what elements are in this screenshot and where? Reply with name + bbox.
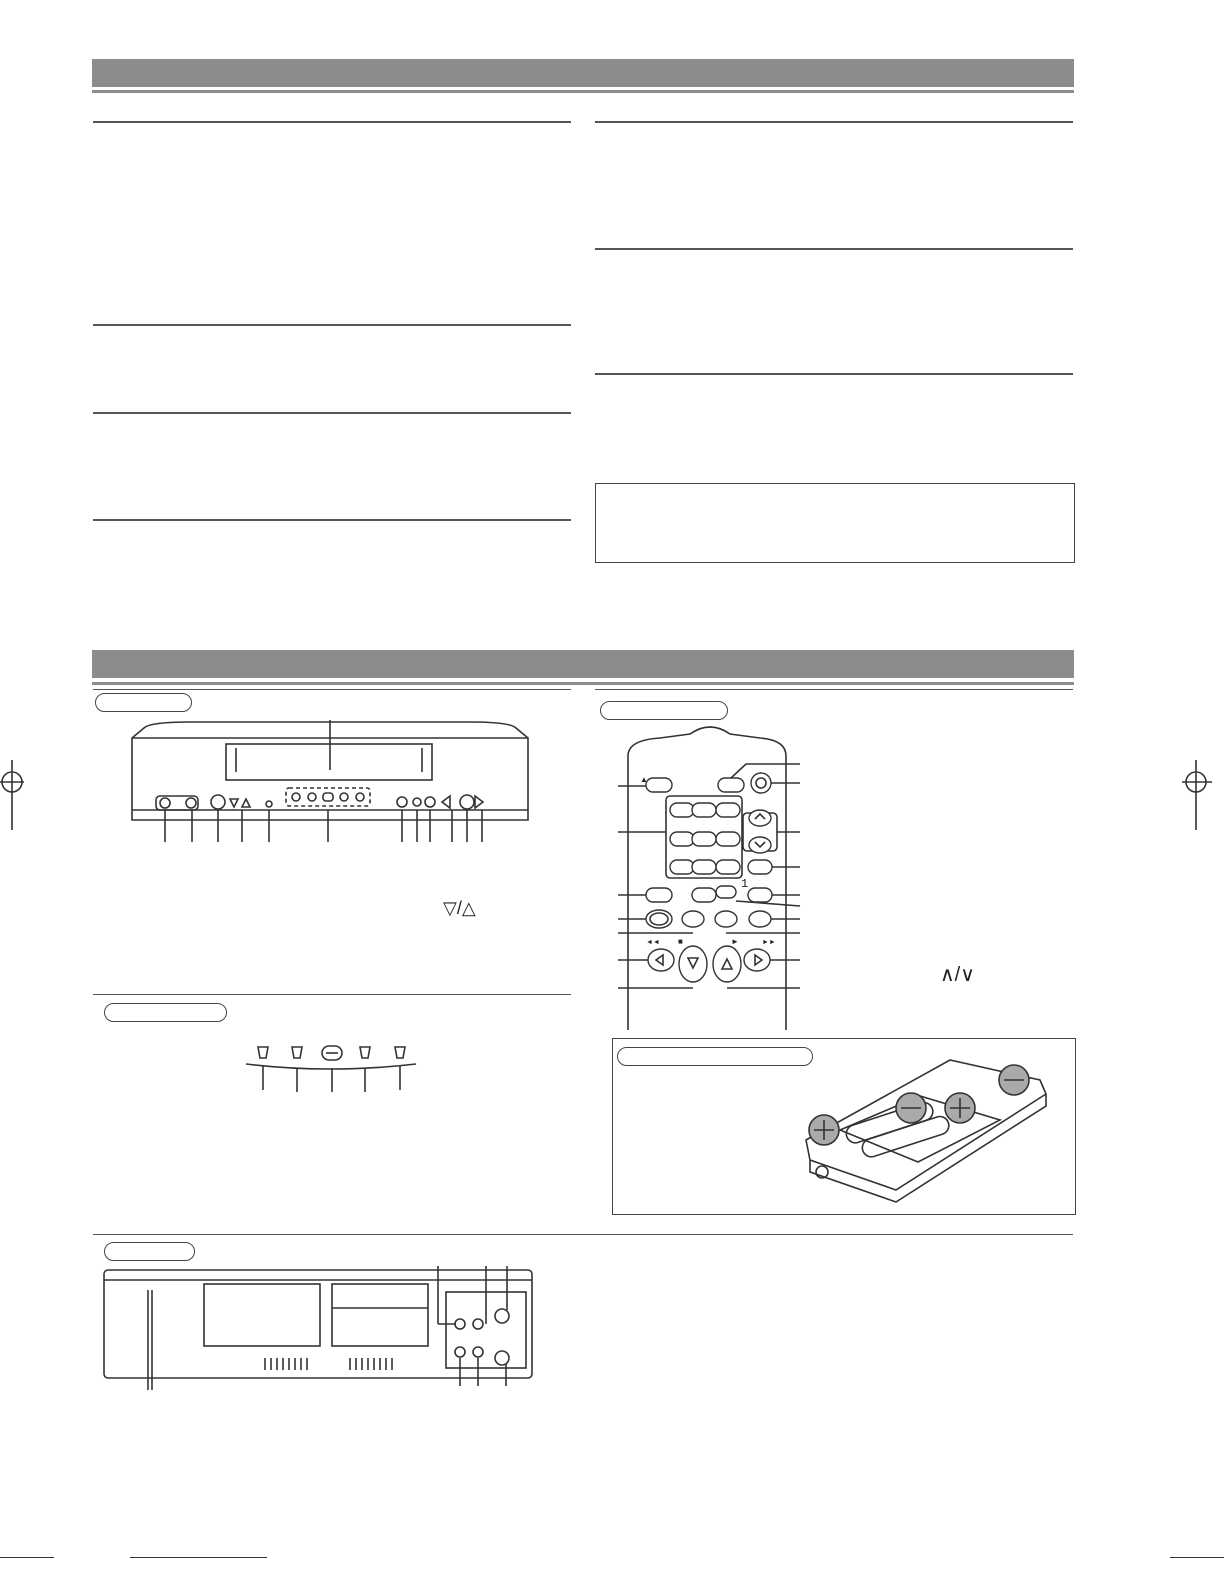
stop-symbol: ■ bbox=[678, 937, 683, 946]
bottom-section-band bbox=[92, 650, 1074, 678]
left-section-rule-4 bbox=[93, 519, 571, 521]
battery-label bbox=[617, 1047, 813, 1066]
power-icon bbox=[211, 795, 225, 809]
remote-rule bbox=[595, 689, 1073, 690]
note-box bbox=[595, 483, 1075, 563]
channel-up-icon bbox=[242, 799, 250, 807]
fast-forward-symbol: ►► bbox=[762, 939, 776, 946]
right-section-rule-2 bbox=[595, 248, 1073, 250]
front-panel-annotation: ▽/△ bbox=[443, 898, 476, 918]
front-panel-diagram bbox=[130, 700, 530, 850]
eject-symbol: ▲ bbox=[640, 775, 648, 784]
rear-panel-label bbox=[104, 1242, 195, 1261]
front-panel-rule bbox=[93, 689, 571, 690]
registration-mark-icon bbox=[1178, 760, 1218, 830]
remote-diagram bbox=[600, 720, 830, 1030]
right-section-rule-1 bbox=[595, 121, 1073, 123]
top-section-band bbox=[92, 59, 1074, 87]
crop-mark bbox=[0, 1557, 54, 1558]
rear-panel-diagram bbox=[100, 1262, 540, 1402]
rear-rule bbox=[93, 1234, 1073, 1235]
battery-diagram bbox=[800, 1050, 1070, 1210]
rewind-symbol: ◄◄ bbox=[646, 939, 660, 946]
channel-small-label: 1 bbox=[741, 877, 749, 891]
display-panel-label bbox=[104, 1003, 227, 1022]
battery-plus-icon bbox=[945, 1093, 975, 1123]
left-section-rule-2 bbox=[93, 324, 571, 326]
left-section-rule-3 bbox=[93, 412, 571, 414]
remote-annotation: ∧/∨ bbox=[940, 964, 975, 986]
battery-minus-icon bbox=[999, 1065, 1029, 1095]
left-section-rule-1 bbox=[93, 121, 571, 123]
cassette-slot-icon bbox=[226, 744, 432, 780]
registration-mark-icon bbox=[0, 760, 30, 830]
play-symbol: ► bbox=[731, 937, 739, 946]
remote-label bbox=[600, 701, 728, 720]
channel-down-icon bbox=[230, 799, 238, 807]
crop-mark bbox=[130, 1557, 267, 1558]
crop-mark bbox=[1170, 1557, 1224, 1558]
battery-plus-icon bbox=[809, 1115, 839, 1145]
display-panel-diagram bbox=[240, 1040, 420, 1100]
right-section-rule-3 bbox=[595, 373, 1073, 375]
top-band-underline bbox=[92, 90, 1074, 93]
bottom-band-underline bbox=[92, 682, 1074, 685]
battery-minus-icon bbox=[896, 1093, 926, 1123]
display-rule bbox=[93, 994, 571, 995]
